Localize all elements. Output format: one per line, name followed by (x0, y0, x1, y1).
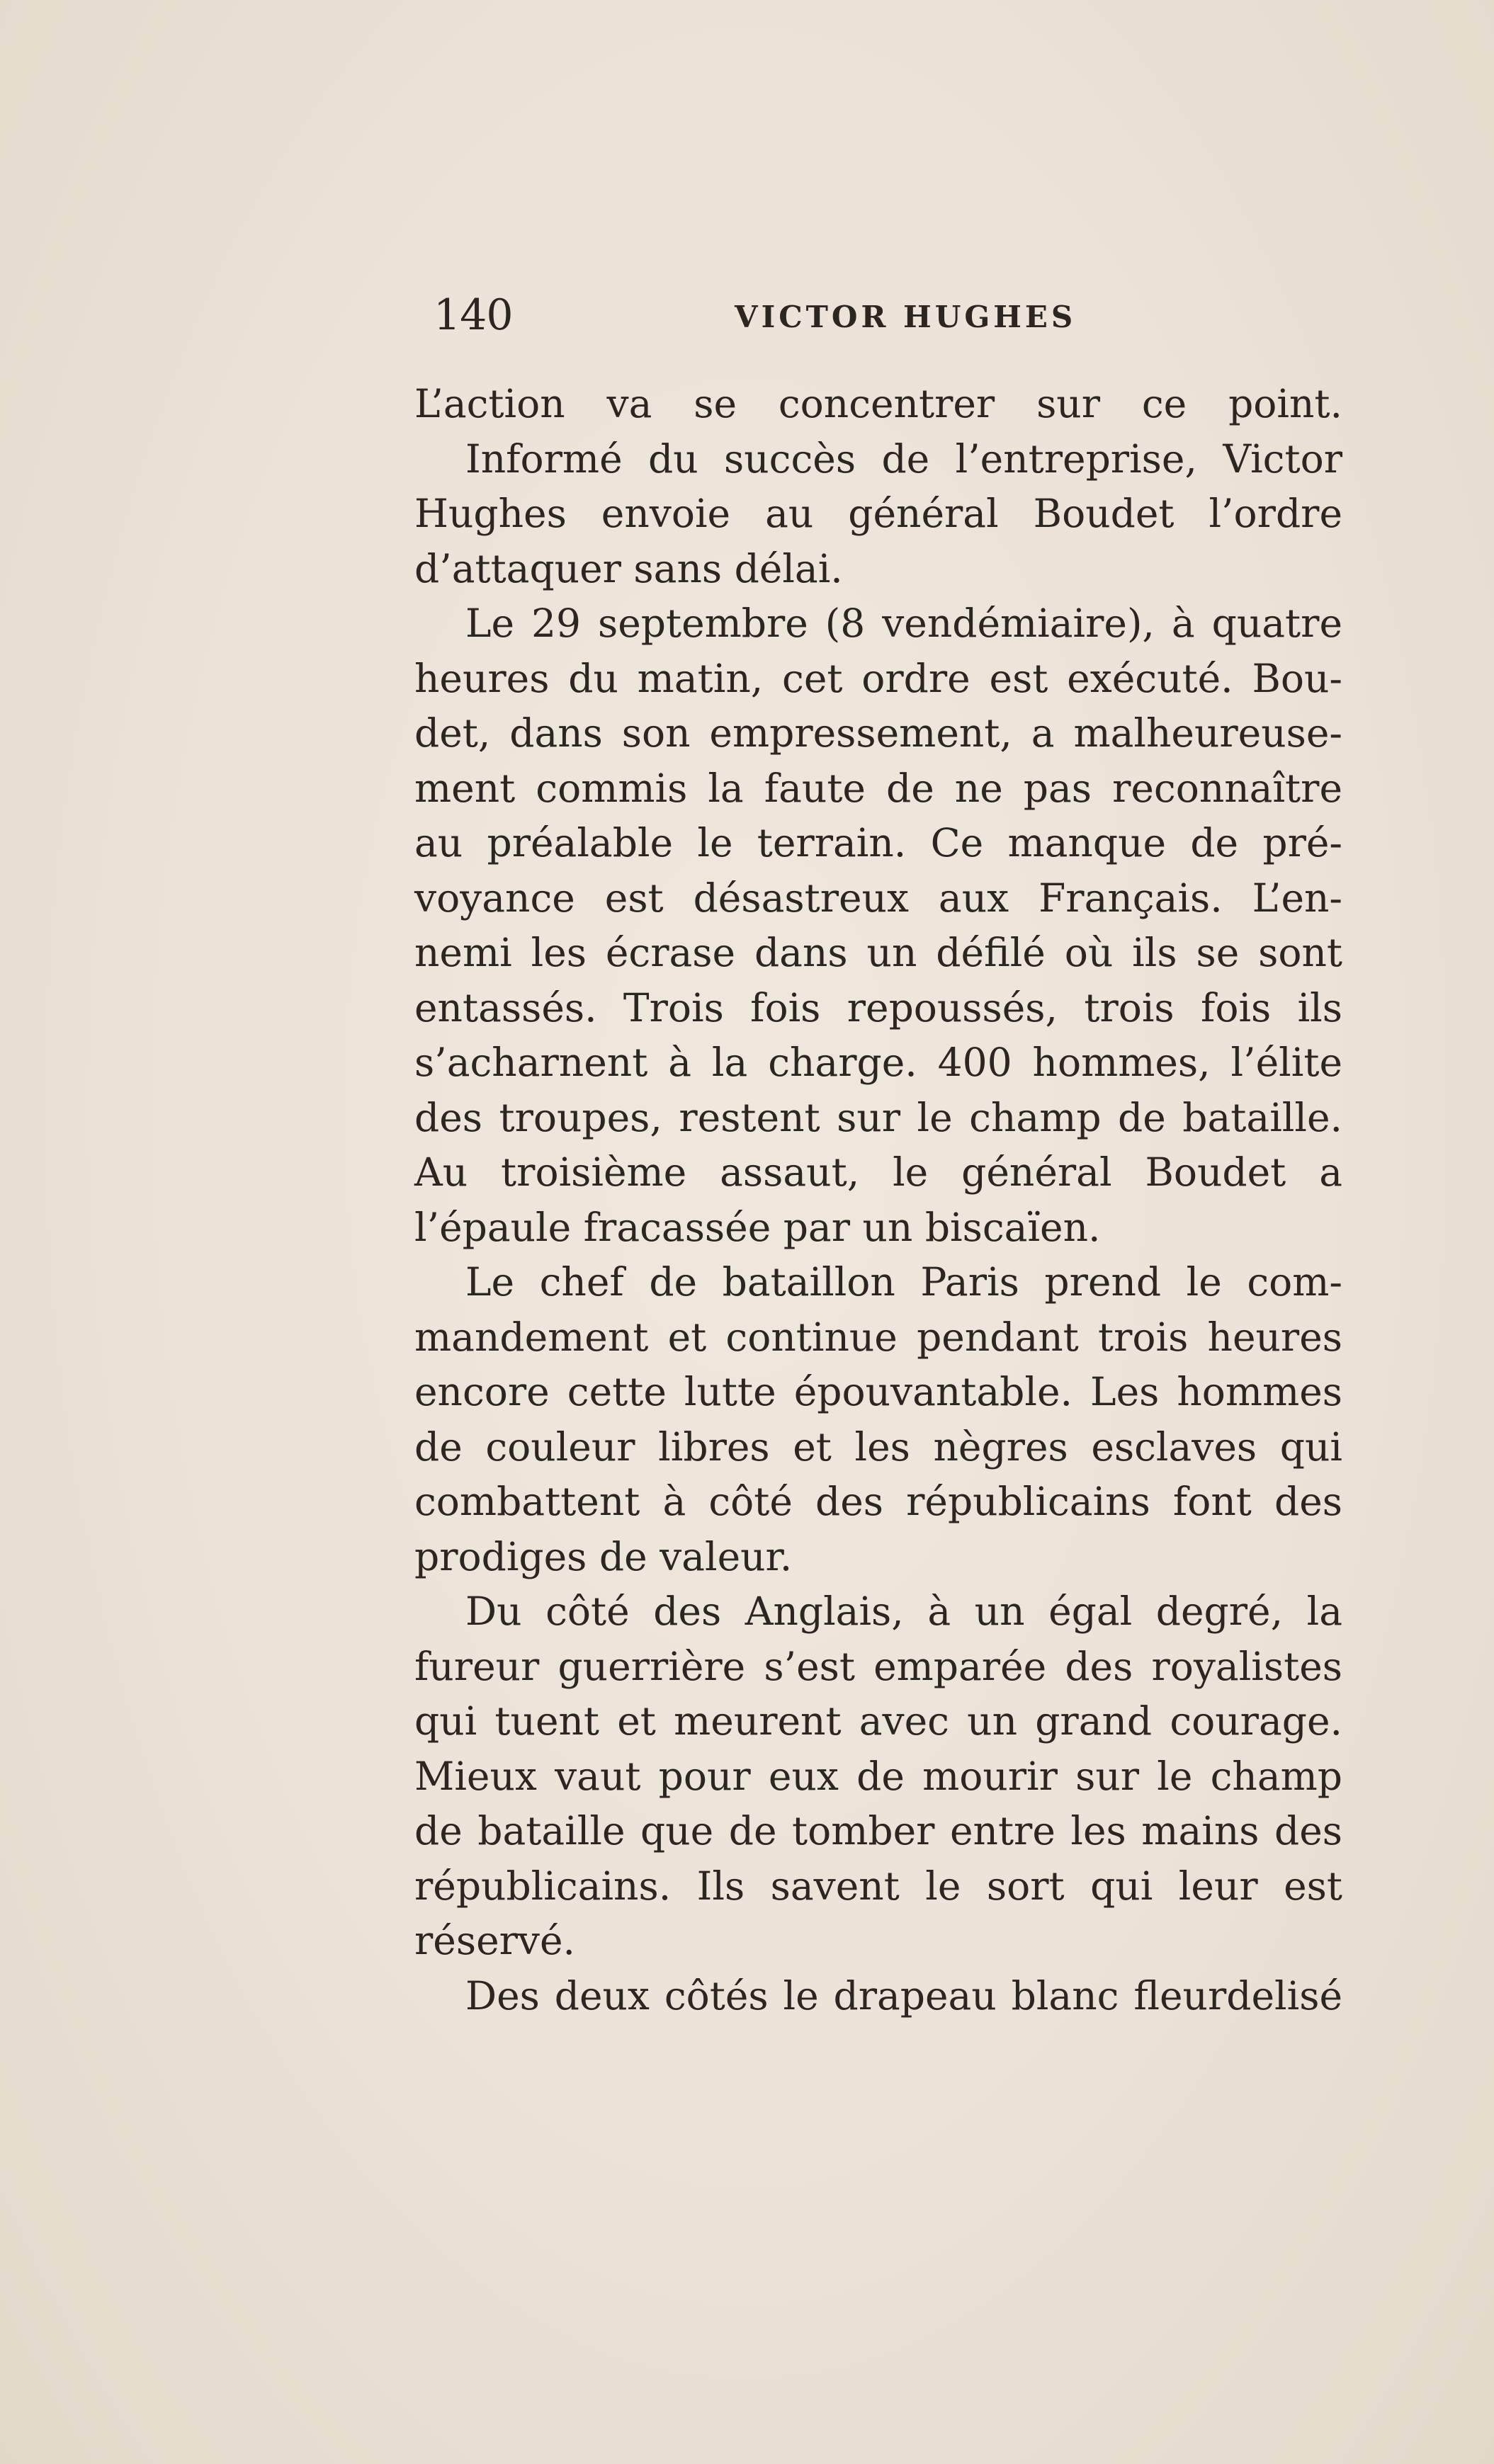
text-line: Hughes envoie au général Boudet l’ordre (414, 491, 1342, 536)
text-line: encore cette lutte épouvantable. Les hommes (414, 1369, 1342, 1414)
text-line: voyance est désastreux aux Français. L’en- (414, 875, 1342, 921)
text-line: Le 29 septembre (8 vendémiaire), à quatre (465, 601, 1342, 646)
text-line: de couleur libres et les nègres esclaves qui (414, 1424, 1342, 1470)
text-line: mandement et continue pendant trois heures (414, 1314, 1342, 1360)
text-line: Des deux côtés le drapeau blanc fleurdelisé (465, 1972, 1342, 2019)
text-line: Informé du succès de l’entreprise, Victor (465, 436, 1342, 482)
text-line: l’épaule fracassée par un biscaïen. (414, 1204, 1101, 1250)
text-line: fureur guerrière s’est emparée des royalistes (414, 1643, 1342, 1689)
text-line: Du côté des Anglais, à un égal degré, la (465, 1589, 1342, 1634)
text-line: qui tuent et meurent avec un grand courage. (414, 1698, 1342, 1744)
running-head: VICTOR HUGHES (735, 300, 1077, 334)
text-line: heures du matin, cet ordre est exécuté. Bou- (414, 655, 1342, 701)
text-line: de bataille que de tomber entre les mains des (414, 1808, 1342, 1853)
text-line: Le chef de bataillon Paris prend le com- (465, 1259, 1342, 1305)
text-line: combattent à côté des républicains font des (414, 1479, 1342, 1524)
text-line: Au troisième assaut, le général Boudet a (414, 1149, 1342, 1195)
text-line: d’attaquer sans délai. (414, 545, 843, 591)
text-line: prodiges de valeur. (414, 1533, 793, 1579)
text-line: s’acharnent à la charge. 400 hommes, l’élite (414, 1040, 1342, 1085)
text-line: des troupes, restent sur le champ de bataille. (414, 1094, 1342, 1140)
page-number: 140 (434, 290, 513, 340)
text-line: ment commis la faute de ne pas reconnaître (414, 765, 1342, 811)
text-line: L’action va se concentrer sur ce point. (414, 381, 1342, 426)
text-line: det, dans son empressement, a malheureuse- (414, 710, 1342, 756)
text-line: Mieux vaut pour eux de mourir sur le champ (414, 1753, 1342, 1799)
text-line: républicains. Ils savent le sort qui leur est (414, 1863, 1342, 1909)
page-header (425, 290, 1332, 340)
text-line: entassés. Trois fois repoussés, trois fois ils (414, 984, 1342, 1031)
text-line: au préalable le terrain. Ce manque de pré- (414, 820, 1342, 865)
text-line: réservé. (414, 1918, 576, 1963)
text-line: nemi les écrase dans un défilé où ils se sont (414, 930, 1342, 975)
body-text (414, 377, 1342, 2023)
